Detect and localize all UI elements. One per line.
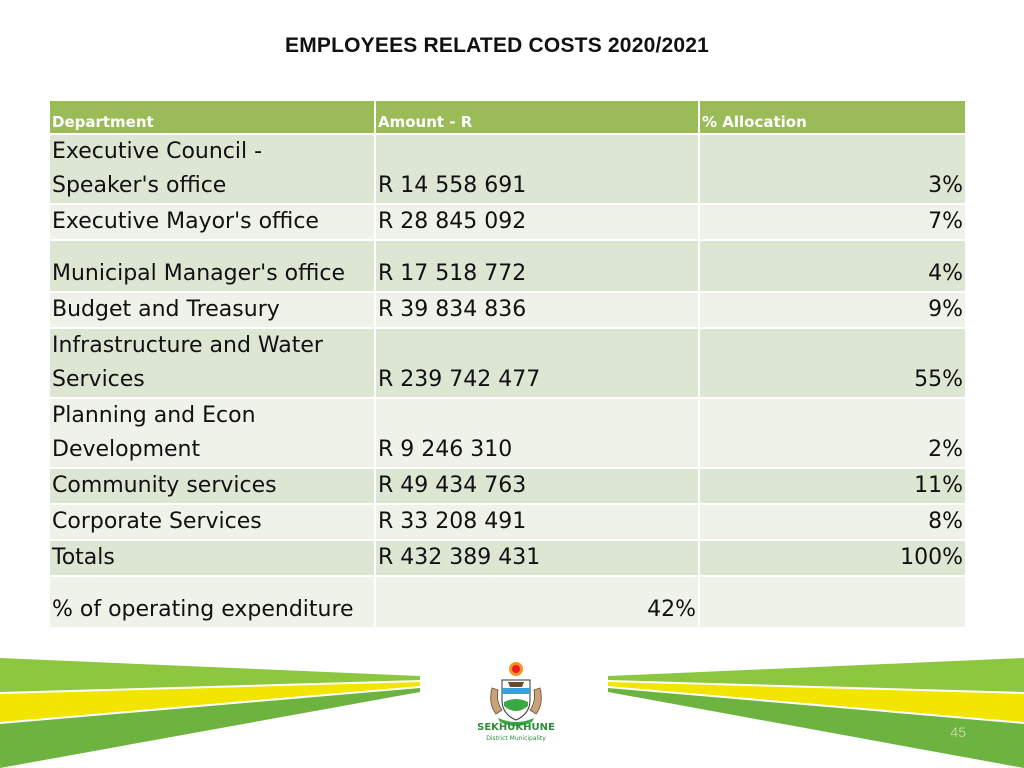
table-row <box>50 504 965 540</box>
totals-allocation-cell: 100% <box>699 540 965 576</box>
department-cell: Planning and Econ Development <box>50 398 375 468</box>
table-header-row <box>50 101 965 134</box>
totals-label-cell: Totals <box>50 540 375 576</box>
amount-cell: R 17 518 772 <box>375 240 699 292</box>
amount-cell: R 14 558 691 <box>375 134 699 204</box>
table-row <box>50 398 965 468</box>
operating-expenditure-empty-cell <box>699 576 965 627</box>
department-cell: Municipal Manager's office <box>50 240 375 292</box>
table-row <box>50 240 965 292</box>
logo-subtitle: District Municipality <box>486 735 546 742</box>
department-cell: Community services <box>50 468 375 504</box>
column-header-department: Department <box>50 101 375 134</box>
logo-name: SEKHUKHUNE <box>477 722 555 733</box>
allocation-cell: 55% <box>699 328 965 398</box>
operating-expenditure-label-cell: % of operating expenditure <box>50 576 375 627</box>
allocation-cell: 7% <box>699 204 965 240</box>
totals-row <box>50 540 965 576</box>
allocation-cell: 2% <box>699 398 965 468</box>
amount-cell: R 9 246 310 <box>375 398 699 468</box>
table-row <box>50 328 965 398</box>
column-header-allocation: % Allocation <box>699 101 965 134</box>
allocation-cell: 4% <box>699 240 965 292</box>
amount-cell: R 28 845 092 <box>375 204 699 240</box>
employee-costs-table <box>50 101 965 627</box>
table-row <box>50 292 965 328</box>
allocation-cell: 8% <box>699 504 965 540</box>
operating-expenditure-row <box>50 576 965 627</box>
department-cell: Corporate Services <box>50 504 375 540</box>
amount-cell: R 49 434 763 <box>375 468 699 504</box>
allocation-cell: 3% <box>699 134 965 204</box>
table-row <box>50 134 965 204</box>
totals-amount-cell: R 432 389 431 <box>375 540 699 576</box>
department-cell: Executive Mayor's office <box>50 204 375 240</box>
page-number: 45 <box>950 724 966 740</box>
amount-cell: R 239 742 477 <box>375 328 699 398</box>
column-header-amount: Amount - R <box>375 101 699 134</box>
department-cell: Executive Council - Speaker's office <box>50 134 375 204</box>
page-title: EMPLOYEES RELATED COSTS 2020/2021 <box>284 34 710 57</box>
sekhukhune-coat-of-arms-icon <box>478 660 554 746</box>
department-cell: Budget and Treasury <box>50 292 375 328</box>
table-row <box>50 204 965 240</box>
amount-cell: R 33 208 491 <box>375 504 699 540</box>
operating-expenditure-value-cell: 42% <box>375 576 699 627</box>
amount-cell: R 39 834 836 <box>375 292 699 328</box>
department-cell: Infrastructure and Water Services <box>50 328 375 398</box>
allocation-cell: 11% <box>699 468 965 504</box>
table-row <box>50 468 965 504</box>
allocation-cell: 9% <box>699 292 965 328</box>
